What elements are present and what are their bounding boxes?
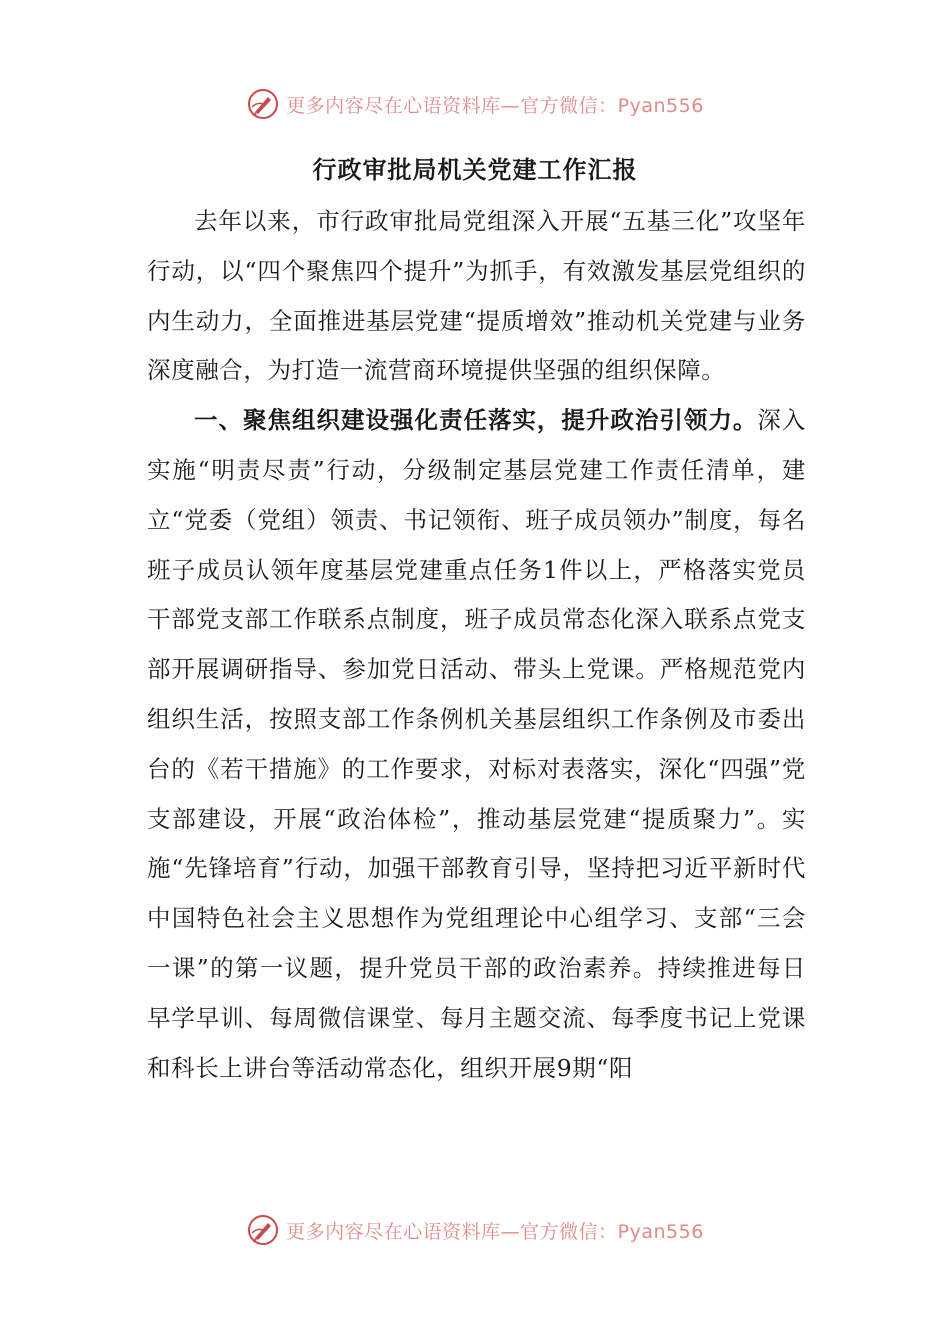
pen-logo-icon bbox=[246, 1213, 280, 1247]
document-body bbox=[147, 197, 806, 1093]
section-1-body: 深入实施“明责尽责”行动，分级制定基层党建工作责任清单，建立“党委（党组）领责、书记领衔、班子成员领办”制度，每名班子成员认领年度基层党建重点任务1件以上，严格落实党员干部党支部工作联系点制度，班子成员常态化深入联系点党支部开展调研指导、参加党日活动、带头上党课。严格规范党内组织生活，按照支部工作条例机关基层组织工作条例及市委出台的《若干措施》的工作要求，对标对表落实，深化“四强”党支部建设，开展“政治体检”，推动基层党建“提质聚力”。实施“先锋培育”行动，加强干部教育引导，坚持把习近平新时代中国特色社会主义思想作为党组理论中心组学习、支部“三会一课”的第一议题，提升党员干部的政治素养。持续推进每日早学早训、每周微信课堂、每月主题交流、每季度书记上党课和科长上讲台等活动常态化，组织开展9期“阳 bbox=[147, 406, 806, 1082]
document-title: 行政审批局机关党建工作汇报 bbox=[312, 156, 638, 184]
section-1-heading: 一、聚焦组织建设强化责任落实，提升政治引领力。 bbox=[194, 406, 758, 435]
intro-paragraph: 去年以来，市行政审批局党组深入开展“五基三化”攻坚年行动，以“四个聚焦四个提升”为抓手，有效激发基层党组织的内生动力，全面推进基层党建“提质增效”推动机关党建与业务深度融合，为打造一流营商环境提供坚强的组织保障。 bbox=[147, 207, 806, 385]
watermark-text: 更多内容尽在心语资料库—官方微信：Pyan556 bbox=[286, 1220, 704, 1243]
watermark-header bbox=[0, 84, 950, 124]
watermark-text: 更多内容尽在心语资料库—官方微信：Pyan556 bbox=[286, 94, 704, 117]
pen-logo-icon bbox=[246, 87, 280, 121]
section-1-paragraph bbox=[147, 396, 806, 1093]
watermark-footer bbox=[0, 1210, 950, 1250]
